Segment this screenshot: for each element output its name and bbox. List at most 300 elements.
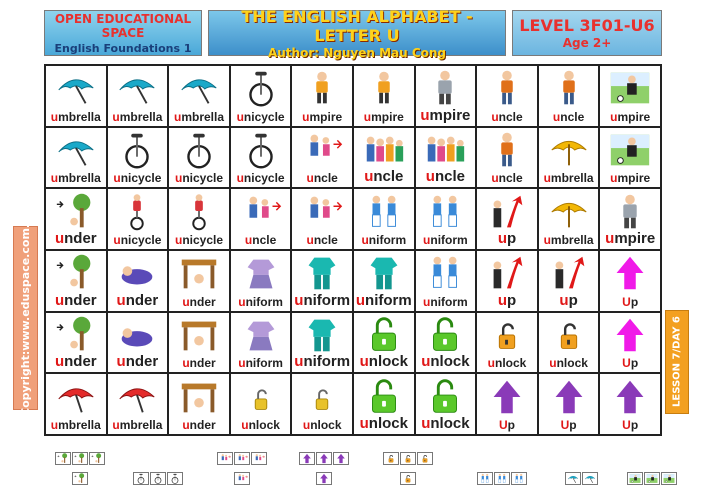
thumbnail-card [217, 452, 233, 465]
uncle-pair-icon [299, 130, 345, 170]
umpire-field-icon [607, 130, 653, 170]
card-picture [416, 193, 476, 230]
first-letter: u [54, 291, 65, 309]
thumbnail-card [316, 472, 332, 485]
first-letter: u [54, 230, 65, 247]
card-word [294, 293, 350, 308]
word-rest: nder [125, 291, 159, 309]
card-picture [108, 378, 168, 415]
card-word [491, 111, 522, 123]
first-letter: u [236, 109, 244, 124]
card-word [182, 419, 215, 431]
card-word [498, 231, 516, 246]
word-rest: ncle [313, 233, 338, 247]
card-word [303, 419, 342, 431]
thumbnail-group [380, 446, 436, 486]
card-picture [416, 132, 476, 169]
umbrella-yellow-icon [546, 192, 592, 232]
word-card-up [538, 250, 600, 312]
card-picture [231, 255, 291, 292]
up-purple-icon [300, 453, 314, 464]
thumbnail-card [400, 452, 416, 465]
word-card-up [476, 188, 538, 250]
thumbnail-group [624, 446, 680, 486]
uniform-kids-icon [361, 192, 407, 232]
card-word [622, 296, 638, 308]
card-word [294, 354, 350, 369]
word-rest: ncle [373, 168, 404, 186]
card-picture [416, 70, 476, 107]
card-picture [46, 378, 106, 415]
title-banner [208, 6, 506, 60]
first-letter: u [552, 109, 561, 124]
first-letter: u [543, 233, 551, 247]
word-rest: nder [64, 353, 97, 371]
card-word [421, 354, 469, 369]
word-rest: p [630, 418, 639, 432]
word-rest: nlock [556, 356, 588, 371]
word-card-up [599, 373, 661, 435]
card-word [238, 296, 283, 308]
word-rest: niform [430, 233, 468, 247]
card-picture [539, 255, 599, 292]
first-letter: u [112, 109, 120, 124]
card-word [559, 293, 577, 308]
umpire-boy-icon [299, 68, 345, 108]
card-word [241, 419, 280, 431]
word-card-uncle [476, 127, 538, 189]
uniform-kids-icon [512, 473, 526, 484]
first-letter: u [244, 233, 253, 247]
uncle-pair-icon [235, 473, 249, 484]
word-rest: nlock [430, 353, 470, 371]
first-letter: u [116, 291, 126, 309]
first-letter: u [364, 168, 374, 186]
card-picture [108, 317, 168, 354]
word-rest: nder [189, 294, 216, 309]
first-letter: u [236, 171, 244, 186]
word-card-umpire [415, 65, 477, 127]
card-word [544, 172, 594, 184]
thumbnail-group [474, 446, 530, 486]
first-letter: u [182, 294, 190, 309]
card-word [174, 111, 224, 123]
thumbnail-group [562, 446, 602, 486]
word-rest: nder [64, 230, 97, 247]
word-rest: nlock [430, 415, 470, 432]
word-card-unicycle [107, 127, 169, 189]
thumbnail-card [383, 452, 399, 465]
word-card-under [107, 250, 169, 312]
word-card-unicycle [168, 127, 230, 189]
word-card-uniform [415, 250, 477, 312]
umpire-man-icon [422, 68, 468, 108]
card-picture [231, 70, 291, 107]
flashcard-grid [44, 64, 662, 436]
first-letter: u [420, 106, 430, 124]
word-card-unlock [353, 373, 415, 435]
thumbnail-card [400, 472, 416, 485]
word-rest: niform [245, 294, 283, 309]
level-code: LEVEL 3F01-U6 [519, 16, 655, 35]
first-letter: u [361, 233, 369, 247]
card-word [549, 357, 588, 369]
first-letter: U [622, 294, 631, 309]
unlock-green-icon [361, 377, 407, 417]
card-picture [231, 378, 291, 415]
card-word [610, 111, 650, 123]
thumbnail-card [661, 472, 677, 485]
card-picture [539, 193, 599, 230]
first-letter: u [174, 233, 183, 247]
card-word [51, 111, 101, 123]
umbrella-blue-icon [53, 130, 99, 170]
umbrella-blue-icon [176, 68, 222, 108]
up-purple-icon [317, 453, 331, 464]
word-card-under [45, 188, 107, 250]
card-picture [169, 378, 229, 415]
thumbnail-card [582, 472, 598, 485]
uncle-pair-icon [252, 453, 266, 464]
word-rest: mpire [429, 106, 471, 124]
first-letter: u [355, 291, 366, 309]
word-rest: nicycle [120, 233, 162, 247]
word-card-uncle [538, 65, 600, 127]
card-word [491, 172, 522, 184]
uncle-pair-icon [235, 453, 249, 464]
first-letter: u [359, 415, 369, 432]
thumbnail-card [565, 472, 581, 485]
first-letter: u [116, 353, 126, 371]
card-picture [46, 132, 106, 169]
under-table-icon [176, 377, 222, 417]
card-word [307, 234, 338, 246]
card-word [237, 172, 285, 184]
uncle-man-icon [546, 68, 592, 108]
card-picture [292, 70, 352, 107]
card-word [364, 111, 404, 123]
uniform-scrubs-icon [361, 253, 407, 293]
first-letter: u [605, 230, 615, 247]
card-picture [108, 255, 168, 292]
word-rest: mbrella [181, 109, 224, 124]
card-word [175, 234, 223, 246]
under-tree-icon [53, 192, 99, 232]
word-card-uniform [291, 312, 353, 374]
word-card-under [168, 250, 230, 312]
word-rest: p [506, 230, 517, 247]
word-rest: niform [365, 291, 412, 309]
umbrella-blue-icon [566, 473, 580, 484]
card-picture [354, 317, 414, 354]
word-rest: nicycle [243, 109, 285, 124]
unicycle-icon [176, 130, 222, 170]
word-rest: mbrella [550, 233, 594, 247]
up-red-icon [484, 253, 530, 293]
card-word [112, 419, 162, 431]
card-word [302, 111, 342, 123]
thumbnail-card [644, 472, 660, 485]
card-picture [354, 193, 414, 230]
unlock-green-icon [422, 377, 468, 417]
thumbnail-card [89, 452, 105, 465]
card-picture [477, 378, 537, 415]
up-purple-icon [317, 473, 331, 484]
first-letter: u [610, 109, 618, 124]
thumbnail-card [167, 472, 183, 485]
card-picture [169, 132, 229, 169]
first-letter: u [54, 353, 65, 371]
first-letter: u [543, 171, 551, 186]
umpire-man-icon [607, 192, 653, 232]
umpire-boy-icon [361, 68, 407, 108]
word-card-uniform [291, 250, 353, 312]
thumbnail-card [234, 452, 250, 465]
level-banner [512, 10, 662, 56]
under-tree-icon [90, 453, 104, 464]
word-rest: nlock [368, 353, 408, 371]
word-card-uncle [353, 127, 415, 189]
word-card-unlock [476, 312, 538, 374]
unlock-orange-icon [401, 473, 415, 484]
up-purple-icon [546, 377, 592, 417]
first-letter: u [302, 418, 311, 432]
word-card-up [476, 373, 538, 435]
thumbnail-card [333, 452, 349, 465]
umbrella-blue-icon [583, 473, 597, 484]
word-rest: mpire [617, 109, 651, 124]
card-picture [231, 317, 291, 354]
word-card-uncle [415, 127, 477, 189]
word-rest: p [569, 418, 577, 432]
course-name: English Foundations 1 [54, 41, 192, 55]
card-picture [539, 378, 599, 415]
card-picture [600, 193, 660, 230]
word-rest: ncle [252, 233, 277, 247]
lesson-ribbon: LESSON 7/DAY 6 [665, 310, 689, 414]
card-picture [354, 378, 414, 415]
first-letter: U [622, 356, 631, 371]
card-word [622, 419, 638, 431]
up-magenta-icon [607, 253, 653, 293]
uncle-pair-icon [238, 192, 284, 232]
card-word [55, 231, 97, 246]
card-picture [108, 70, 168, 107]
brand-banner [44, 10, 202, 56]
card-picture [292, 255, 352, 292]
uncle-man-icon [484, 68, 530, 108]
word-rest: nder [189, 418, 216, 432]
word-rest: mbrella [58, 171, 101, 186]
card-picture [477, 255, 537, 292]
thumbnail-card [234, 472, 250, 485]
card-picture [539, 70, 599, 107]
card-picture [108, 132, 168, 169]
card-word [175, 172, 223, 184]
first-letter: u [306, 233, 314, 247]
word-rest: nlock [368, 415, 408, 432]
first-letter: u [238, 356, 246, 371]
word-card-unlock [291, 373, 353, 435]
first-letter: U [498, 418, 508, 432]
card-word [117, 293, 159, 308]
card-word [423, 296, 468, 308]
up-red-icon [546, 253, 592, 293]
card-word [360, 416, 408, 431]
word-card-unicycle [168, 188, 230, 250]
under-table-icon [176, 315, 222, 355]
uncle-pair-icon [299, 192, 345, 232]
card-word [364, 169, 403, 184]
word-card-uncle [291, 188, 353, 250]
card-word [605, 231, 655, 246]
umbrella-red-icon [53, 377, 99, 417]
word-card-unlock [415, 373, 477, 435]
word-rest: niform [368, 233, 407, 247]
copyright-ribbon: @Copyright:www.eduspace.com.vn [13, 226, 38, 410]
card-picture [108, 193, 168, 230]
uniform-kids-icon [422, 192, 468, 232]
word-rest: nicycle [120, 171, 162, 186]
card-word [622, 357, 638, 369]
word-card-uniform [353, 250, 415, 312]
word-rest: p [506, 291, 517, 309]
card-word [307, 172, 338, 184]
word-rest: nlock [310, 418, 342, 432]
card-word [499, 419, 515, 431]
up-purple-icon [484, 377, 530, 417]
first-letter: u [113, 171, 121, 186]
first-letter: u [487, 356, 495, 371]
card-picture [600, 317, 660, 354]
word-card-umpire [599, 127, 661, 189]
unlock-orange-icon [484, 315, 530, 355]
under-tree-icon [53, 315, 99, 355]
word-rest: mpire [617, 171, 651, 186]
word-rest: niform [245, 356, 283, 371]
card-word [55, 293, 97, 308]
thumbnail-group [214, 446, 270, 486]
card-picture [539, 317, 599, 354]
card-picture [539, 132, 599, 169]
first-letter: u [559, 291, 569, 309]
unicycle-icon [168, 473, 182, 484]
author-line: Author: Nguyen Mau Cong [267, 45, 447, 60]
card-word [360, 354, 408, 369]
uniform-kids-icon [478, 473, 492, 484]
umbrella-blue-icon [114, 68, 160, 108]
thumbnail-card [133, 472, 149, 485]
card-picture [231, 193, 291, 230]
first-letter: u [306, 171, 314, 186]
first-letter: u [363, 109, 372, 124]
word-rest: nicycle [182, 233, 224, 247]
word-card-under [45, 312, 107, 374]
thumbnail-card [299, 452, 315, 465]
word-rest: mpire [371, 109, 404, 124]
up-red-icon [484, 192, 530, 232]
card-word [426, 169, 465, 184]
umpire-field-icon [628, 473, 642, 484]
unlock-small-icon [238, 377, 284, 417]
under-tree-icon [73, 453, 87, 464]
umbrella-red-icon [114, 377, 160, 417]
under-tree-icon [53, 253, 99, 293]
brand-name: OPEN EDUCATIONAL SPACE [54, 11, 192, 40]
first-letter: u [174, 171, 183, 186]
unicycle-icon [238, 68, 284, 108]
word-rest: mbrella [119, 418, 163, 432]
unlock-green-icon [422, 315, 468, 355]
first-letter: u [241, 418, 249, 432]
up-magenta-icon [607, 315, 653, 355]
first-letter: u [549, 356, 557, 371]
word-card-umpire [599, 65, 661, 127]
up-purple-icon [607, 377, 653, 417]
first-letter: u [113, 233, 121, 247]
card-word [610, 172, 650, 184]
word-card-unlock [353, 312, 415, 374]
word-rest: mpire [309, 109, 343, 124]
word-card-up [476, 250, 538, 312]
first-letter: u [421, 415, 431, 432]
word-card-umbrella [168, 65, 230, 127]
thumbnail-card [477, 472, 493, 485]
under-boy-icon [114, 315, 160, 355]
first-letter: u [423, 294, 431, 309]
unlock-orange-icon [418, 453, 432, 464]
card-word [113, 172, 161, 184]
unicycle-rider-icon [176, 192, 222, 232]
word-card-unicycle [107, 188, 169, 250]
word-rest: niform [430, 294, 468, 309]
first-letter: u [50, 109, 59, 124]
card-picture [169, 317, 229, 354]
card-picture [477, 317, 537, 354]
first-letter: u [238, 294, 246, 309]
unicycle-icon [151, 473, 165, 484]
word-card-unlock [230, 373, 292, 435]
card-picture [477, 132, 537, 169]
card-picture [169, 193, 229, 230]
card-picture [416, 317, 476, 354]
card-word [420, 108, 470, 123]
first-letter: u [294, 353, 304, 371]
card-picture [292, 132, 352, 169]
word-card-uniform [230, 250, 292, 312]
word-rest: nlock [494, 356, 527, 371]
umpire-field-icon [607, 68, 653, 108]
word-card-unicycle [230, 65, 292, 127]
thumbnail-card [251, 452, 267, 465]
card-picture [354, 255, 414, 292]
card-word [237, 111, 285, 123]
card-picture [477, 70, 537, 107]
word-rest: nder [64, 291, 97, 309]
card-word [498, 293, 516, 308]
word-rest: niform [303, 291, 351, 309]
card-word [361, 234, 406, 246]
card-picture [600, 70, 660, 107]
thumbnail-card [72, 452, 88, 465]
first-letter: u [359, 353, 369, 371]
word-rest: nicycle [182, 171, 224, 186]
card-word [488, 357, 527, 369]
unlock-orange-icon [401, 453, 415, 464]
first-letter: U [560, 418, 570, 432]
word-card-up [599, 312, 661, 374]
umpire-field-icon [662, 473, 676, 484]
